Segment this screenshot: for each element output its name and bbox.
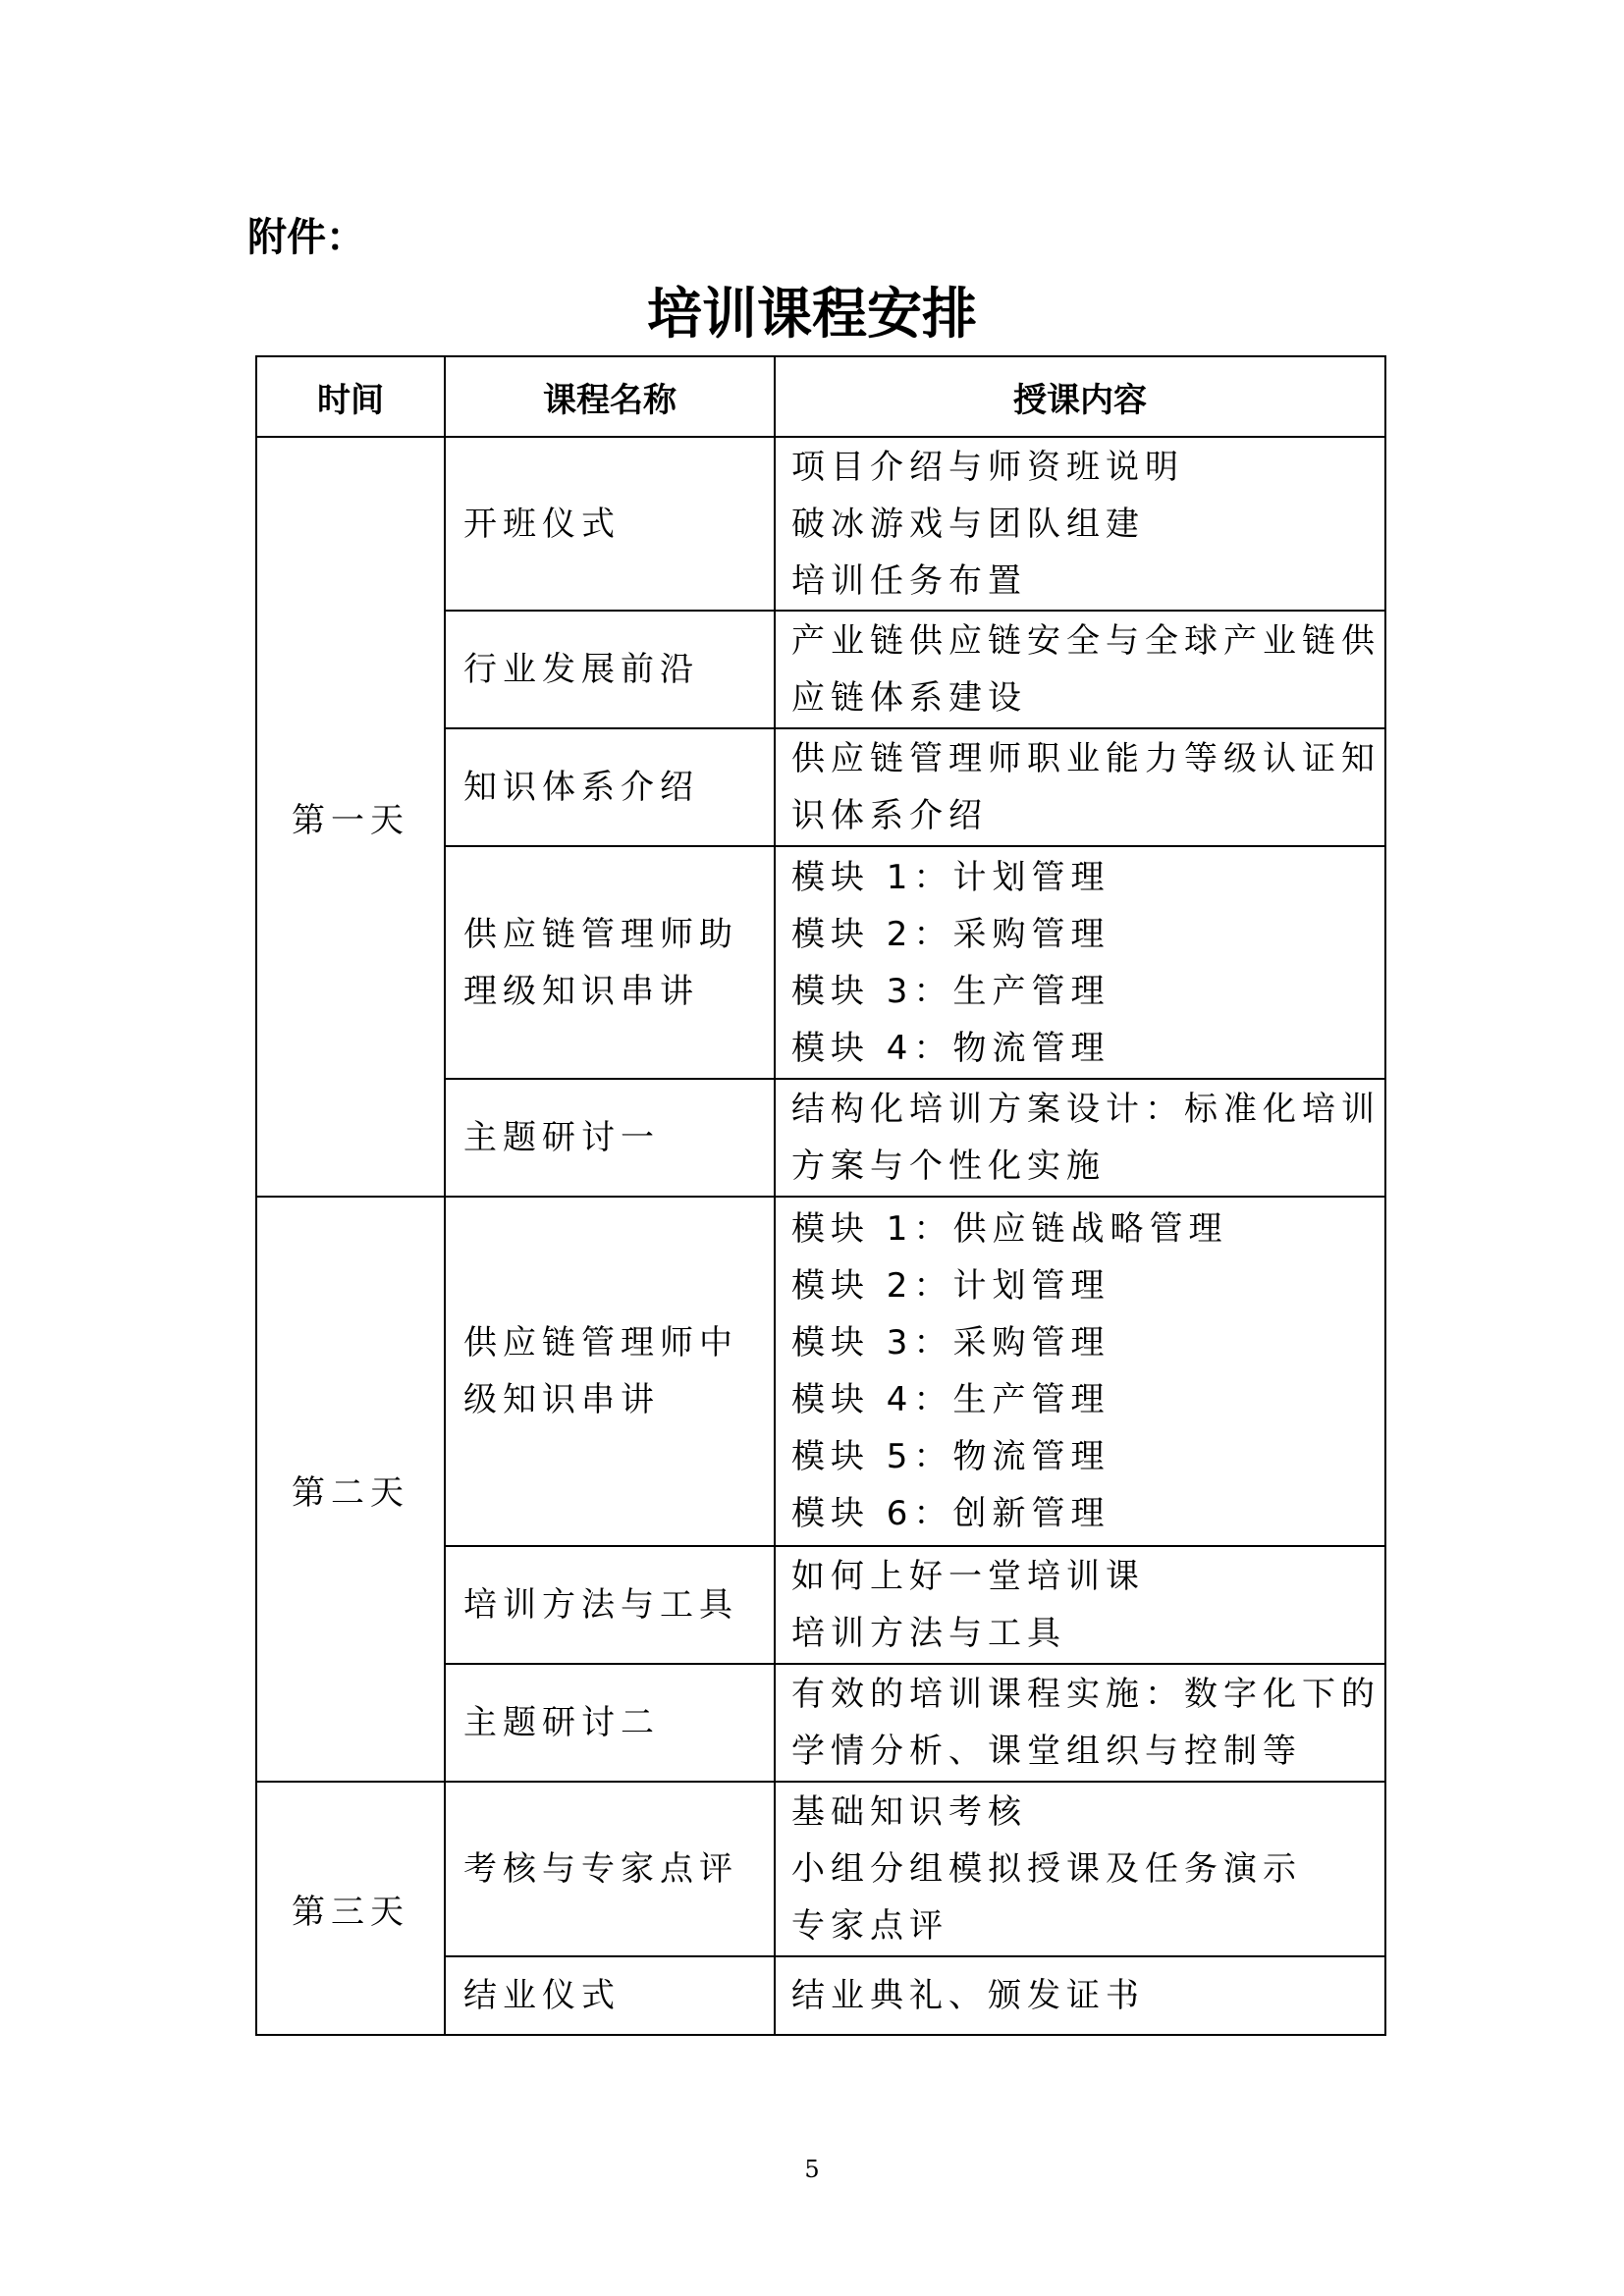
course-name-cell xyxy=(445,611,775,728)
content-line: 模块 1：供应链战略管理 xyxy=(791,1209,1228,1249)
course-name-line: 主题研讨二 xyxy=(463,1703,660,1742)
content-line: 模块 5：物流管理 xyxy=(791,1437,1110,1476)
content-line: 模块 2：计划管理 xyxy=(791,1266,1110,1306)
content-line: 模块 6：创新管理 xyxy=(791,1494,1110,1533)
course-content-cell xyxy=(775,611,1385,728)
header-time: 时间 xyxy=(256,356,445,437)
course-name-cell xyxy=(445,1197,775,1546)
course-name-cell xyxy=(445,846,775,1079)
course-name-cell xyxy=(445,1782,775,1956)
course-content-cell xyxy=(775,1782,1385,1956)
content-line: 产业链供应链安全与全球产业链供 xyxy=(791,621,1380,661)
page-number: 5 xyxy=(804,2156,820,2183)
schedule-body xyxy=(256,437,1385,2035)
content-line: 结构化培训方案设计：标准化培训 xyxy=(791,1090,1380,1129)
course-name-line: 供应链管理师助 xyxy=(463,914,738,954)
course-name-line: 主题研讨一 xyxy=(463,1118,660,1157)
course-content-cell xyxy=(775,728,1385,846)
content-line: 培训任务布置 xyxy=(791,561,1027,601)
table-row xyxy=(256,437,1385,611)
course-name-cell xyxy=(445,437,775,611)
header-content: 授课内容 xyxy=(775,356,1385,437)
table-row xyxy=(256,1197,1385,1546)
header-course-name: 课程名称 xyxy=(445,356,775,437)
course-content-cell xyxy=(775,1197,1385,1546)
content-line: 如何上好一堂培训课 xyxy=(791,1557,1145,1596)
course-name-line: 行业发展前沿 xyxy=(463,650,699,689)
content-line: 小组分组模拟授课及任务演示 xyxy=(791,1849,1302,1889)
course-content-cell xyxy=(775,1664,1385,1782)
course-content-cell xyxy=(775,846,1385,1079)
content-line: 项目介绍与师资班说明 xyxy=(791,447,1184,487)
content-line: 模块 4：生产管理 xyxy=(791,1380,1110,1419)
course-content-cell xyxy=(775,1546,1385,1664)
content-line: 模块 3：生产管理 xyxy=(791,971,1110,1011)
content-line: 模块 4：物流管理 xyxy=(791,1028,1110,1068)
content-line: 模块 2：采购管理 xyxy=(791,914,1110,954)
course-name-line: 结业仪式 xyxy=(463,1976,621,2015)
table-header-row xyxy=(256,356,1385,437)
content-line: 结业典礼、颁发证书 xyxy=(791,1976,1145,2015)
attachment-label: 附件： xyxy=(247,215,365,260)
course-name-line: 开班仪式 xyxy=(463,504,621,544)
content-line: 学情分析、课堂组织与控制等 xyxy=(791,1732,1302,1771)
content-line: 培训方法与工具 xyxy=(791,1614,1066,1653)
content-line: 模块 3：采购管理 xyxy=(791,1323,1110,1362)
course-content-cell xyxy=(775,1079,1385,1197)
course-content-cell xyxy=(775,1956,1385,2035)
course-name-cell xyxy=(445,1956,775,2035)
course-name-cell xyxy=(445,728,775,846)
table-row xyxy=(256,1782,1385,1956)
content-line: 识体系介绍 xyxy=(791,796,988,835)
content-line: 专家点评 xyxy=(791,1906,948,1946)
course-name-cell xyxy=(445,1546,775,1664)
course-name-line: 培训方法与工具 xyxy=(463,1585,738,1625)
content-line: 模块 1：计划管理 xyxy=(791,857,1110,897)
day-cell: 第二天 xyxy=(256,1197,445,1782)
course-content-cell xyxy=(775,437,1385,611)
day-cell: 第三天 xyxy=(256,1782,445,2035)
course-name-line: 供应链管理师中 xyxy=(463,1323,738,1362)
content-line: 破冰游戏与团队组建 xyxy=(791,504,1145,544)
course-name-line: 级知识串讲 xyxy=(463,1380,660,1419)
content-line: 有效的培训课程实施：数字化下的 xyxy=(791,1675,1380,1714)
day-cell: 第一天 xyxy=(256,437,445,1197)
document-title: 培训课程安排 xyxy=(647,282,977,347)
course-name-line: 知识体系介绍 xyxy=(463,768,699,807)
schedule-table xyxy=(255,355,1386,2036)
content-line: 应链体系建设 xyxy=(791,678,1027,718)
content-line: 方案与个性化实施 xyxy=(791,1147,1106,1186)
course-name-cell xyxy=(445,1664,775,1782)
content-line: 基础知识考核 xyxy=(791,1792,1027,1832)
course-name-cell xyxy=(445,1079,775,1197)
content-line: 供应链管理师职业能力等级认证知 xyxy=(791,739,1380,778)
course-name-line: 理级知识串讲 xyxy=(463,971,699,1011)
course-name-line: 考核与专家点评 xyxy=(463,1849,738,1889)
